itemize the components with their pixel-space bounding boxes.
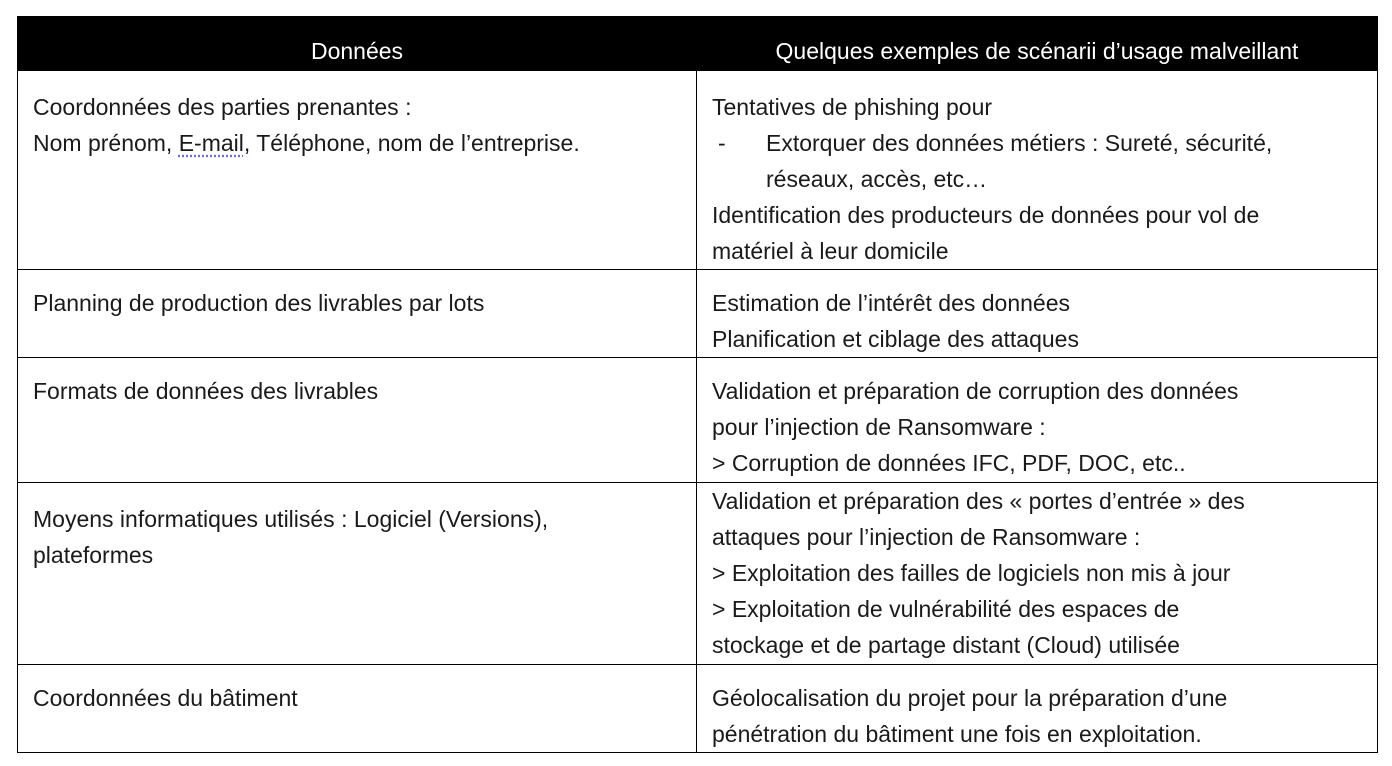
data-cell — [18, 270, 697, 358]
cell-line: > Exploitation des failles de logiciels non mis à jour — [712, 560, 1231, 586]
cell-line: Planning de production des livrables par lots — [33, 290, 485, 316]
cell-line: Coordonnées du bâtiment — [33, 685, 298, 711]
cell-line: Validation et préparation de corruption des données — [712, 378, 1239, 404]
table-row — [18, 358, 1378, 483]
data-cell — [18, 71, 697, 270]
header-scenarios: Quelques exemples de scénarii d’usage malveillant — [697, 17, 1378, 71]
scenario-cell — [697, 270, 1378, 358]
cell-line: matériel à leur domicile — [712, 238, 949, 264]
table-row — [18, 665, 1378, 753]
header-donnees: Données — [18, 17, 697, 71]
bullet-text-line: Extorquer des données métiers : Sureté, sécurité, — [766, 130, 1273, 156]
text-fragment: Nom prénom, — [33, 130, 179, 156]
cell-line: pénétration du bâtiment une fois en exploitation. — [712, 721, 1202, 747]
text-fragment: , Téléphone, nom de l’entreprise. — [243, 130, 580, 156]
scenario-cell — [697, 71, 1378, 270]
cell-line: > Exploitation de vulnérabilité des espaces de — [712, 596, 1180, 622]
cell-line: Coordonnées des parties prenantes : — [33, 94, 412, 120]
cell-line: Géolocalisation du projet pour la préparation d’une — [712, 685, 1228, 711]
cell-line: plateformes — [33, 542, 154, 568]
cell-line: attaques pour l’injection de Ransomware : — [712, 524, 1141, 550]
cell-line: > Corruption de données IFC, PDF, DOC, etc.. — [712, 450, 1186, 476]
cell-line: pour l’injection de Ransomware : — [712, 414, 1046, 440]
cell-line: Validation et préparation des « portes d’entrée » des — [712, 488, 1245, 514]
cell-line: Planification et ciblage des attaques — [712, 326, 1079, 352]
scenario-cell — [697, 358, 1378, 483]
data-cell — [18, 665, 697, 753]
table-row — [18, 71, 1378, 270]
scenario-cell — [697, 483, 1378, 665]
bullet-text-line: réseaux, accès, etc… — [766, 166, 988, 192]
header-row — [18, 17, 1378, 71]
scenario-cell — [697, 665, 1378, 753]
cell-line — [33, 125, 682, 161]
data-usage-table — [17, 16, 1378, 753]
bullet-dash: - — [718, 130, 726, 156]
table-row — [18, 483, 1378, 665]
cell-line: Estimation de l’intérêt des données — [712, 290, 1070, 316]
email-word: E-mail — [178, 130, 244, 156]
cell-line: Tentatives de phishing pour — [712, 94, 993, 120]
cell-line: Formats de données des livrables — [33, 378, 379, 404]
cell-line: Identification des producteurs de données pour vol de — [712, 202, 1260, 228]
cell-line: stockage et de partage distant (Cloud) utilisée — [712, 632, 1180, 658]
cell-line: Moyens informatiques utilisés : Logiciel (Versions), — [33, 506, 549, 532]
data-cell — [18, 483, 697, 665]
table-row — [18, 270, 1378, 358]
data-cell — [18, 358, 697, 483]
bullet-item — [712, 125, 1363, 197]
